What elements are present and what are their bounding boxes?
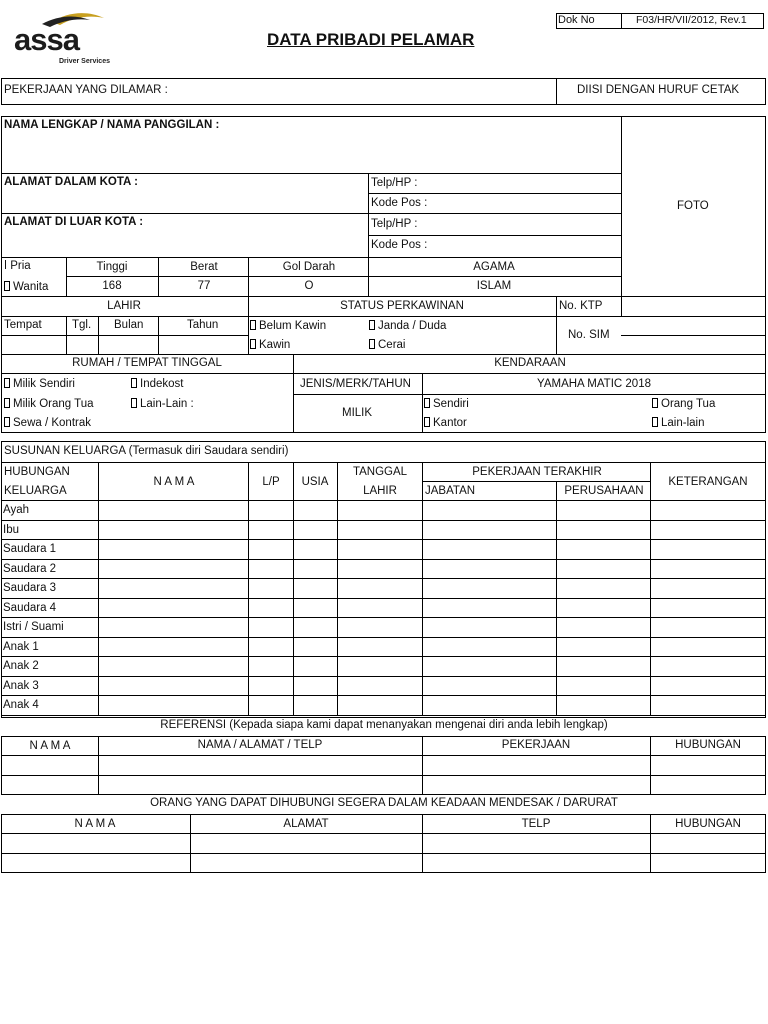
kantor-checkbox-icon xyxy=(424,417,430,427)
emergency-title: ORANG YANG DAPAT DIHUBUNGI SEGERA DALAM KEADAAN MENDESAK / DARURAT xyxy=(150,797,618,809)
birth-place-label: Tempat xyxy=(4,319,42,331)
family-col-hubungan-2: KELUARGA xyxy=(4,485,67,497)
family-col-keterangan: KETERANGAN xyxy=(668,476,748,488)
vehicle-type-label: JENIS/MERK/TAHUN xyxy=(300,378,411,390)
emg-col-hubungan: HUBUNGAN xyxy=(675,818,741,830)
birth-label: LAHIR xyxy=(107,300,141,312)
family-col-hubungan-1: HUBUNGAN xyxy=(4,466,70,478)
residence-sewa-kontrak-option[interactable]: Sewa / Kontrak xyxy=(4,417,91,430)
family-col-jabatan: JABATAN xyxy=(425,485,476,497)
height-label: Tinggi xyxy=(96,261,128,273)
logo-tagline: Driver Services xyxy=(59,58,110,65)
family-col-lp: L/P xyxy=(262,476,280,488)
dok-no-value: F03/HR/VII/2012, Rev.1 xyxy=(636,14,747,26)
address-in-city-label: ALAMAT DALAM KOTA : xyxy=(4,176,138,188)
family-col-nama: N A M A xyxy=(153,476,195,488)
cerai-checkbox-icon xyxy=(369,339,375,349)
marital-belum-kawin-option[interactable]: Belum Kawin xyxy=(250,320,326,333)
birth-year-label: Tahun xyxy=(187,319,219,331)
birth-month-label: Bulan xyxy=(114,319,144,331)
marital-kawin-option[interactable]: Kawin xyxy=(250,339,290,352)
photo-placeholder: FOTO xyxy=(677,200,709,212)
family-row-label: Anak 4 xyxy=(3,699,39,711)
phone-label-1: Telp/HP : xyxy=(371,177,418,189)
marital-janda-duda-option[interactable]: Janda / Duda xyxy=(369,320,446,333)
religion-label: AGAMA xyxy=(473,261,515,273)
family-row-label: Ayah xyxy=(3,504,30,516)
vehicle-lain-lain-checkbox-icon xyxy=(652,417,658,427)
family-col-perusahaan: PERUSAHAAN xyxy=(564,485,644,497)
family-col-tanggal: TANGGAL xyxy=(352,466,408,478)
postal-code-label-1: Kode Pos : xyxy=(371,197,428,209)
family-row-label: Istri / Suami xyxy=(3,621,64,633)
references-title: REFERENSI (Kepada siapa kami dapat menanyakan mengenai diri anda lebih lengkap) xyxy=(160,719,608,731)
janda-duda-checkbox-icon xyxy=(369,320,375,330)
weight-label: Berat xyxy=(190,261,218,273)
residence-milik-sendiri-option[interactable]: Milik Sendiri xyxy=(4,378,75,391)
residence-milik-orang-tua-option[interactable]: Milik Orang Tua xyxy=(4,398,94,411)
birth-date-label: Tgl. xyxy=(72,319,92,331)
height-value: 168 xyxy=(102,280,122,292)
vehicle-ownership-label: MILIK xyxy=(342,407,373,419)
vehicle-lain-lain-option[interactable]: Lain-lain xyxy=(652,417,704,430)
family-row-label: Saudara 2 xyxy=(3,563,57,575)
family-col-pekerjaan: PEKERJAAN TERAKHIR xyxy=(472,466,602,478)
family-row-label: Anak 3 xyxy=(3,680,39,692)
vehicle-type-value: YAMAHA MATIC 2018 xyxy=(537,378,651,390)
residence-label: RUMAH / TEMPAT TINGGAL xyxy=(72,357,222,369)
sim-label: No. SIM xyxy=(568,329,610,341)
address-outside-city-label: ALAMAT DI LUAR KOTA : xyxy=(4,216,144,228)
company-logo xyxy=(12,12,112,68)
postal-code-label-2: Kode Pos : xyxy=(371,239,428,251)
vehicle-sendiri-option[interactable]: Sendiri xyxy=(424,398,469,411)
vehicle-orang-tua-option[interactable]: Orang Tua xyxy=(652,398,715,411)
milik-orang-tua-checkbox-icon xyxy=(4,398,10,408)
family-row-label: Saudara 4 xyxy=(3,602,57,614)
family-row-label: Anak 2 xyxy=(3,660,39,672)
weight-value: 77 xyxy=(197,280,211,292)
orang-tua-checkbox-icon xyxy=(652,398,658,408)
blood-type-value: O xyxy=(304,280,314,292)
sendiri-checkbox-icon xyxy=(424,398,430,408)
logo-wordmark: assa xyxy=(14,22,79,57)
ref-col-nama: N A M A xyxy=(29,740,71,752)
residence-lain-lain-option[interactable]: Lain-Lain : xyxy=(131,398,194,411)
kawin-checkbox-icon xyxy=(250,339,256,349)
sewa-kontrak-checkbox-icon xyxy=(4,417,10,427)
pria-indicator-icon: ǀ xyxy=(4,260,11,272)
phone-label-2: Telp/HP : xyxy=(371,218,418,230)
full-name-label: NAMA LENGKAP / NAMA PANGGILAN : xyxy=(4,119,220,131)
ref-col-pekerjaan: PEKERJAAN xyxy=(501,739,571,751)
job-applied-label: PEKERJAAN YANG DILAMAR : xyxy=(4,84,168,96)
religion-value: ISLAM xyxy=(476,280,512,292)
marital-status-label: STATUS PERKAWINAN xyxy=(340,300,464,312)
emg-col-nama: N A M A xyxy=(74,818,116,830)
ktp-label: No. KTP xyxy=(559,300,603,312)
family-section-title: SUSUNAN KELUARGA (Termasuk diri Saudara sendiri) xyxy=(4,445,289,457)
belum-kawin-checkbox-icon xyxy=(250,320,256,330)
family-col-usia: USIA xyxy=(301,476,329,488)
family-row-label: Anak 1 xyxy=(3,641,39,653)
vehicle-kantor-option[interactable]: Kantor xyxy=(424,417,467,430)
wanita-checkbox-icon xyxy=(4,281,10,291)
emg-col-alamat: ALAMAT xyxy=(283,818,329,830)
family-row-label: Ibu xyxy=(3,524,19,536)
emg-col-telp: TELP xyxy=(521,818,551,830)
ref-col-nama-alamat: NAMA / ALAMAT / TELP xyxy=(197,739,323,751)
gender-wanita-option[interactable]: Wanita xyxy=(4,281,48,294)
blood-type-label: Gol Darah xyxy=(282,261,336,273)
indekost-checkbox-icon xyxy=(131,378,137,388)
residence-indekost-option[interactable]: Indekost xyxy=(131,378,183,391)
dok-no-label: Dok No xyxy=(558,14,595,26)
print-note: DIISI DENGAN HURUF CETAK xyxy=(577,84,740,96)
family-row-label: Saudara 3 xyxy=(3,582,57,594)
family-col-lahir: LAHIR xyxy=(363,485,397,497)
ref-col-hubungan: HUBUNGAN xyxy=(675,739,741,751)
page-title: DATA PRIBADI PELAMAR xyxy=(267,30,475,49)
family-row-label: Saudara 1 xyxy=(3,543,57,555)
gender-pria-option[interactable]: ǀ Pria xyxy=(4,260,31,272)
milik-sendiri-checkbox-icon xyxy=(4,378,10,388)
lain-lain-checkbox-icon xyxy=(131,398,137,408)
vehicle-label: KENDARAAN xyxy=(494,357,566,369)
marital-cerai-option[interactable]: Cerai xyxy=(369,339,405,352)
